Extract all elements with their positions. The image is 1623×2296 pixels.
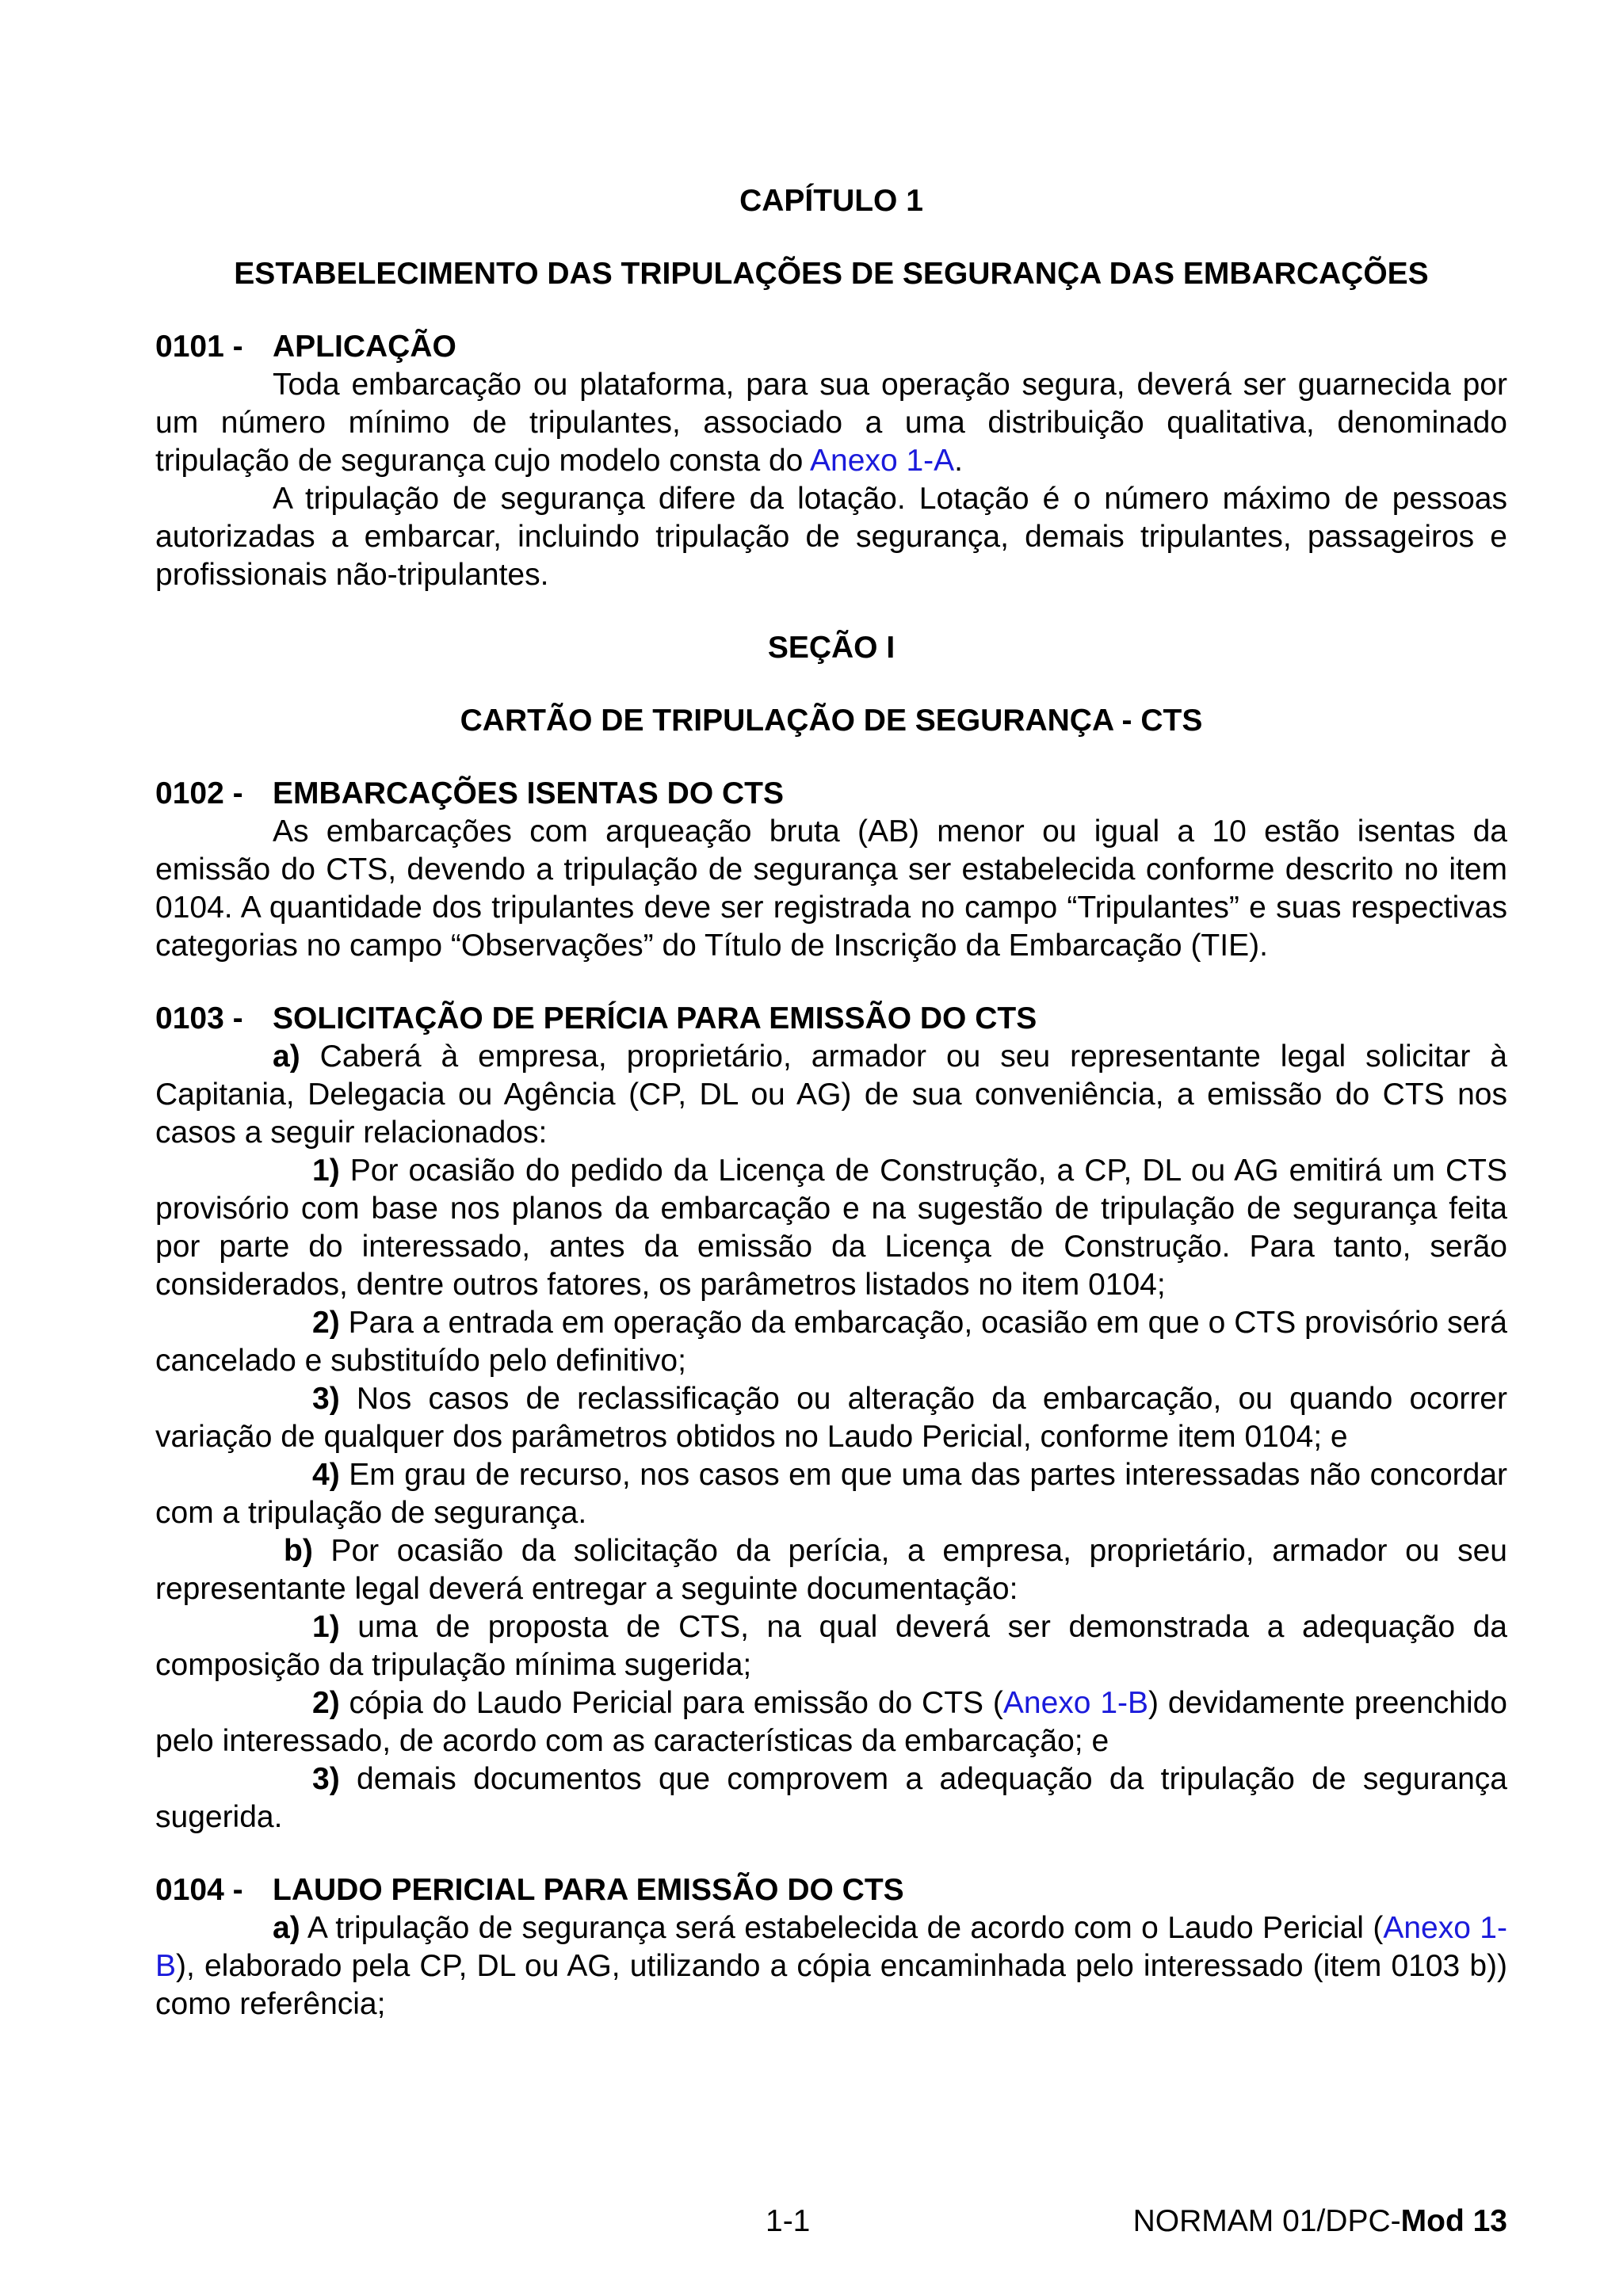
item-b-1 (155, 1608, 1507, 1684)
item-text: demais documentos que comprovem a adequação da tripulação de segurança sugerida. (155, 1762, 1507, 1834)
item-label: 3) (312, 1382, 340, 1416)
section-0101-number: 0101 - (155, 330, 243, 364)
section-0102-heading (155, 775, 1507, 813)
paragraph-text: . (954, 444, 963, 478)
section-0102-paragraph-1: As embarcações com arqueação bruta (AB) menor ou igual a 10 estão isentas da emissão do CTS, devendo a tripulação de segurança ser estabelecida conforme descrito no item 0104. A quantidade dos tripulantes deve ser registrada no campo “Tripulantes” e suas respectivas categorias no campo “Observações” do Título de Inscrição da Embarcação (TIE). (155, 814, 1507, 963)
document-page (155, 182, 1507, 2023)
item-label: 2) (312, 1306, 340, 1340)
item-text: Por ocasião do pedido da Licença de Construção, a CP, DL ou AG emitirá um CTS provisório com base nos planos da embarcação e na sugestão de tripulação de segurança feita por parte do interessado, antes da emissão da Licença de Construção. Para tanto, serão considerados, dentre outros fatores, os parâmetros listados no item 0104; (155, 1154, 1507, 1302)
section-0101-paragraph-2: A tripulação de segurança difere da lotação. Lotação é o número máximo de pessoas autorizadas a embarcar, incluindo tripulação de segurança, demais tripulantes, passageiros e profissionais não-tripulantes. (155, 482, 1507, 592)
item-a-4 (155, 1456, 1507, 1532)
item-text: ), elaborado pela CP, DL ou AG, utilizando a cópia encaminhada pelo interessado (item 0103 b)) como referência; (155, 1949, 1507, 2021)
item-label: 4) (312, 1458, 340, 1492)
item-label: 1) (312, 1154, 340, 1188)
item-label: 3) (312, 1762, 340, 1796)
item-text: A tripulação de segurança será estabelecida de acordo com o Laudo Pericial ( (300, 1911, 1384, 1945)
section-0104-number: 0104 - (155, 1873, 243, 1907)
page-number: 1-1 (766, 2204, 811, 2238)
reference-modification: Mod 13 (1400, 2204, 1507, 2238)
document-reference (1133, 2203, 1507, 2241)
section-0103-heading (155, 1000, 1507, 1038)
item-text: Por ocasião da solicitação da perícia, a empresa, proprietário, armador ou seu representante legal deverá entregar a seguinte documentação: (155, 1534, 1507, 1606)
item-text: uma de proposta de CTS, na qual deverá ser demonstrada a adequação da composição da tripulação mínima sugerida; (155, 1610, 1507, 1682)
reference-prefix: NORMAM 01/DPC- (1132, 2204, 1401, 2238)
annex-1b-link[interactable]: Anexo 1-B (155, 1911, 1507, 1983)
item-label: 2) (312, 1686, 340, 1720)
item-text: Nos casos de reclassificação ou alteração da embarcação, ou quando ocorrer variação de qualquer dos parâmetros obtidos no Laudo Pericial, conforme item 0104; e (155, 1382, 1507, 1454)
section-0101-title: APLICAÇÃO (273, 330, 456, 364)
item-b (155, 1532, 1507, 1608)
item-label: a) (273, 1911, 300, 1945)
section-label: SEÇÃO I (767, 631, 896, 665)
item-text: ) devidamente preenchido pelo interessado, de acordo com as características da embarcação; e (155, 1686, 1507, 1758)
item-a (155, 1909, 1507, 2023)
section-0104-title: LAUDO PERICIAL PARA EMISSÃO DO CTS (273, 1873, 904, 1907)
section-0104-heading (155, 1871, 1507, 1909)
section-0102-title: EMBARCAÇÕES ISENTAS DO CTS (273, 776, 784, 810)
section-0101-paragraph-1 (155, 366, 1507, 480)
item-text: Caberá à empresa, proprietário, armador ou seu representante legal solicitar à Capitania, Delegacia ou Agência (CP, DL ou AG) de sua conveniência, a emissão do CTS nos casos a seguir relacionados: (155, 1039, 1507, 1150)
section-0101-heading (155, 328, 1507, 366)
item-label: b) (284, 1534, 313, 1568)
item-b-3 (155, 1760, 1507, 1836)
annex-1a-link[interactable]: Anexo 1-A (810, 444, 955, 478)
chapter-label: CAPÍTULO 1 (739, 184, 923, 218)
section-title: CARTÃO DE TRIPULAÇÃO DE SEGURANÇA - CTS (460, 704, 1203, 738)
chapter-title: ESTABELECIMENTO DAS TRIPULAÇÕES DE SEGURANÇA DAS EMBARCAÇÕES (234, 257, 1429, 291)
item-a-2 (155, 1304, 1507, 1380)
section-0103-number: 0103 - (155, 1001, 243, 1035)
item-label: a) (273, 1039, 300, 1074)
item-b-2 (155, 1684, 1507, 1760)
item-text: Em grau de recurso, nos casos em que uma das partes interessadas não concordar com a tripulação de segurança. (155, 1458, 1507, 1530)
item-a-3 (155, 1380, 1507, 1456)
item-text: cópia do Laudo Pericial para emissão do CTS ( (339, 1686, 1003, 1720)
section-0103-title: SOLICITAÇÃO DE PERÍCIA PARA EMISSÃO DO CTS (273, 1001, 1037, 1035)
item-a (155, 1038, 1507, 1152)
item-label: 1) (312, 1610, 340, 1644)
section-0102-number: 0102 - (155, 776, 243, 810)
annex-1b-link[interactable]: Anexo 1-B (1002, 1686, 1149, 1720)
item-text: Para a entrada em operação da embarcação, ocasião em que o CTS provisório será cancelado e substituído pelo definitivo; (155, 1306, 1507, 1378)
item-a-1 (155, 1152, 1507, 1304)
paragraph-text: Toda embarcação ou plataforma, para sua operação segura, deverá ser guarnecida por um número mínimo de tripulantes, associado a uma distribuição qualitativa, denominado tripulação de segurança cujo modelo consta do (155, 368, 1507, 478)
